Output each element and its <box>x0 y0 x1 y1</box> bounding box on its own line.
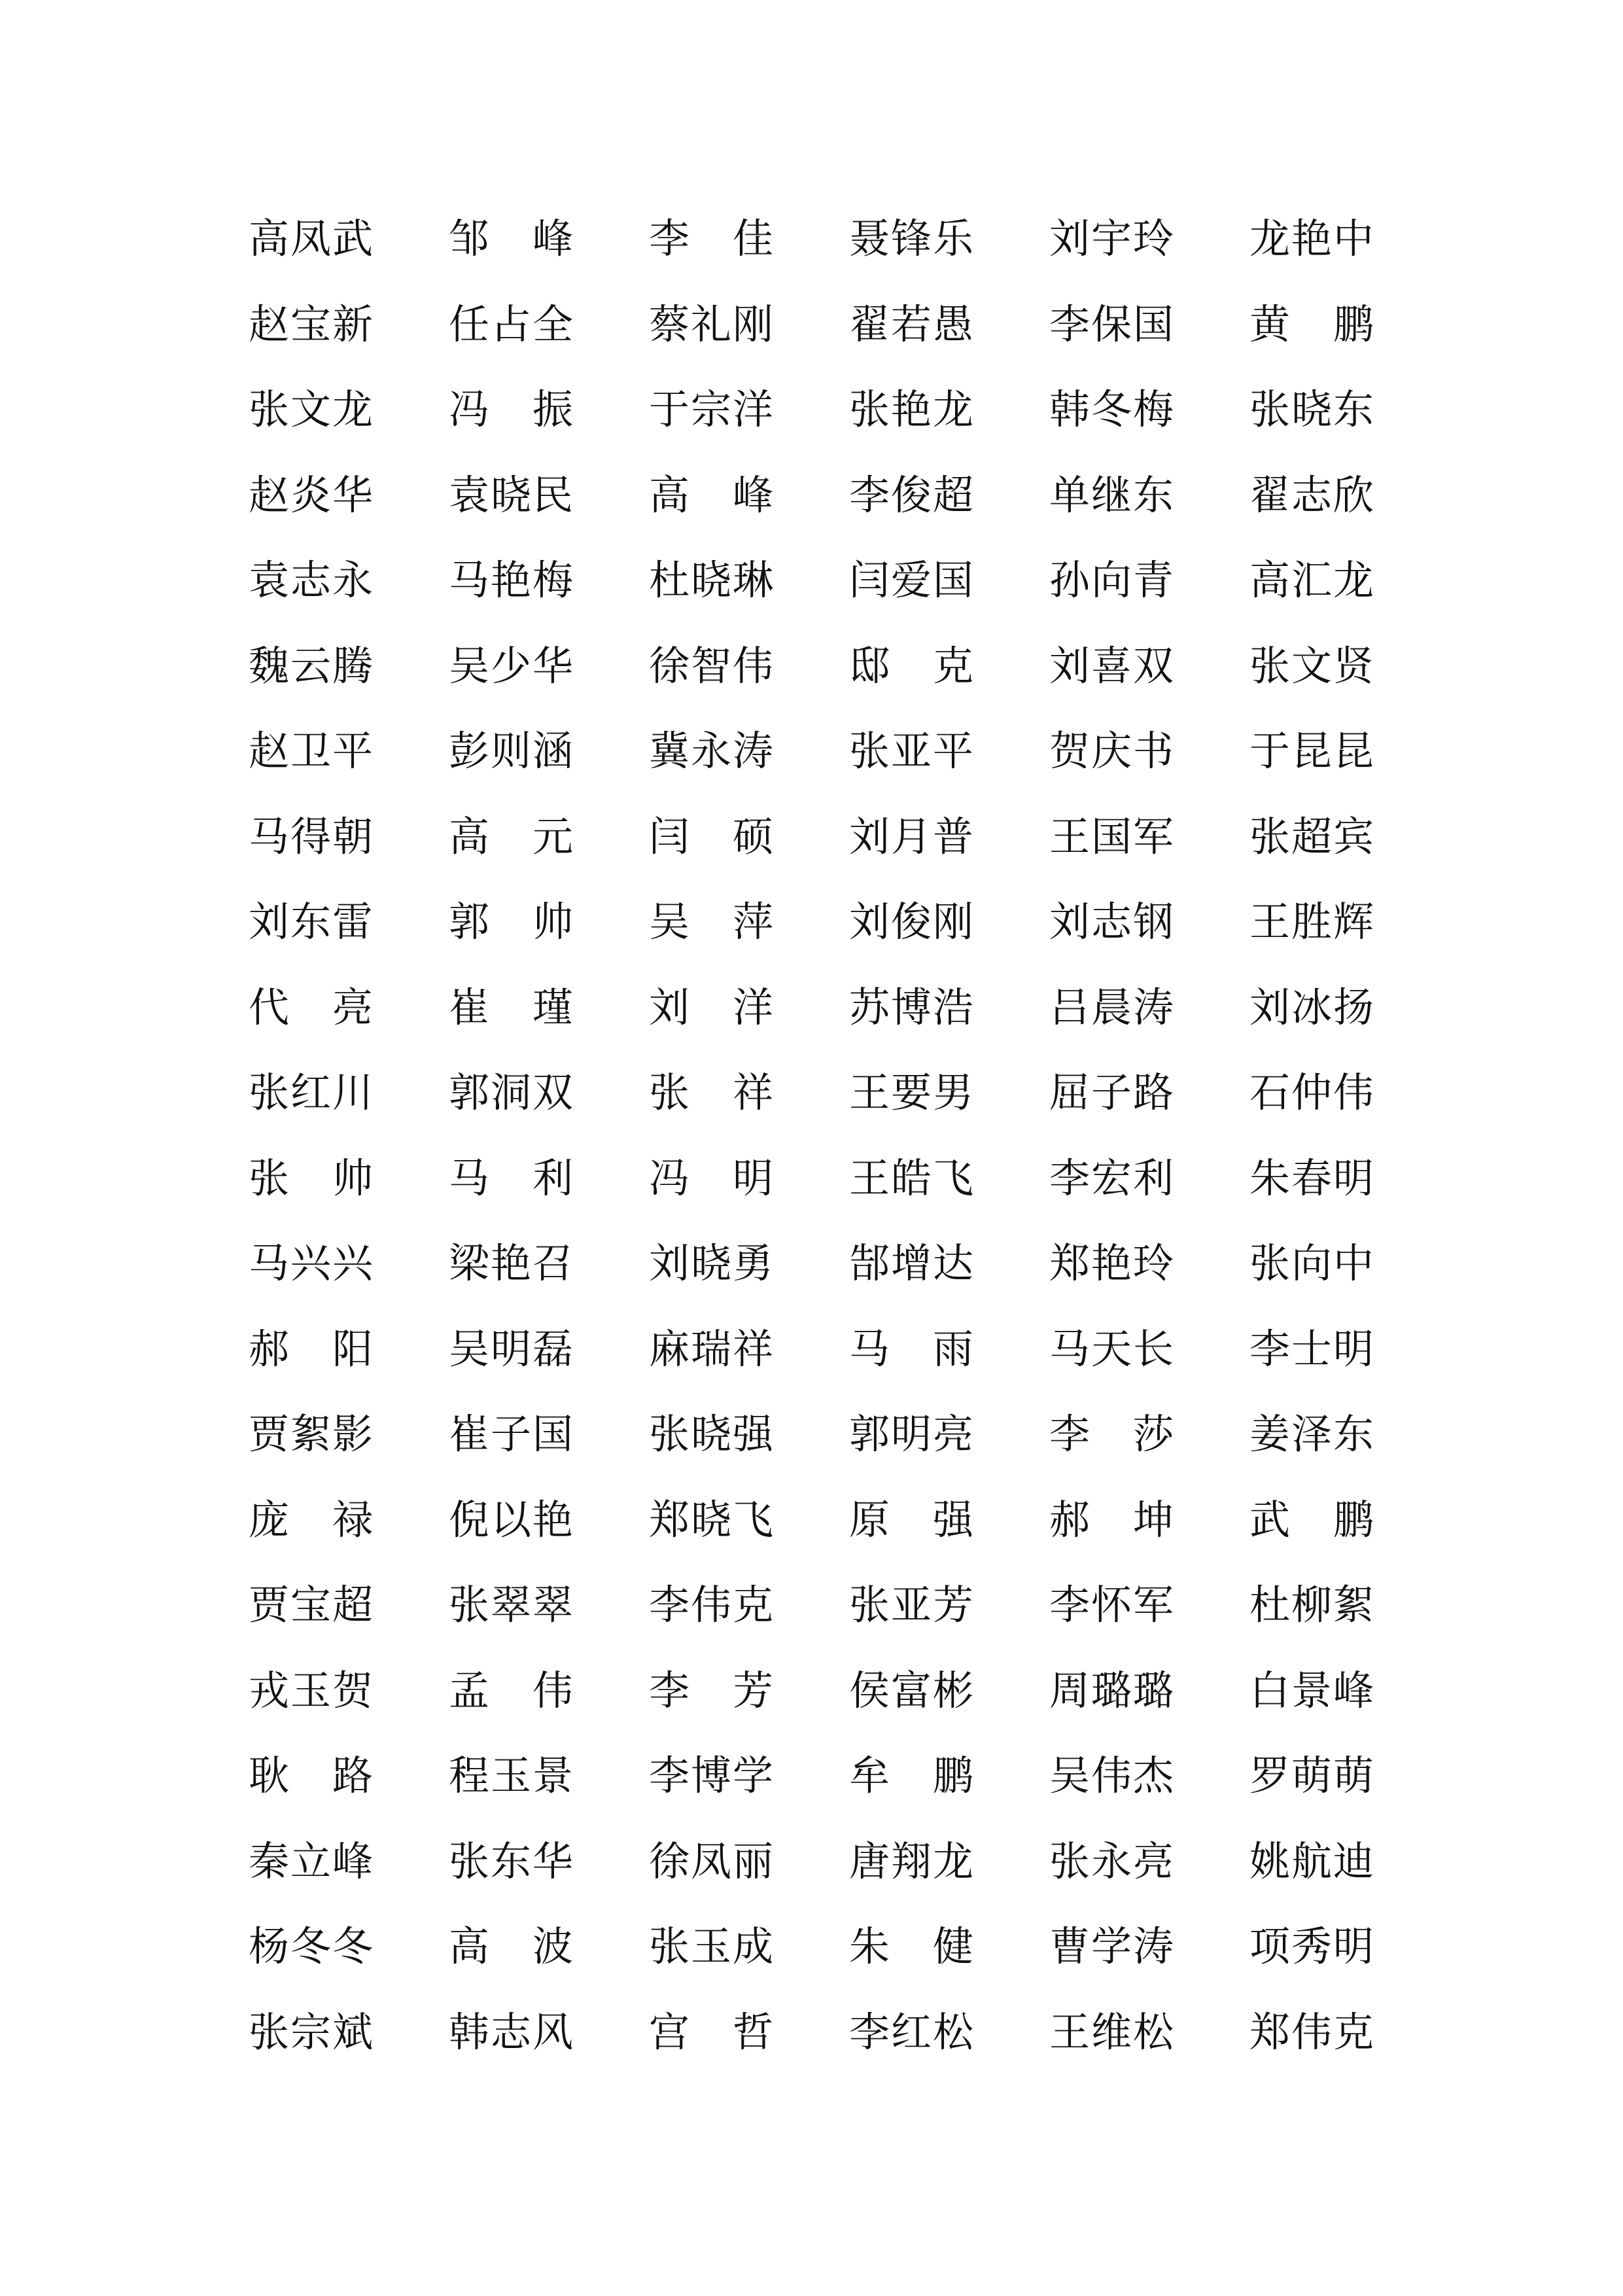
name-cell <box>449 1392 649 1477</box>
name-cell <box>1049 1392 1249 1477</box>
person-name: 刘 晓 勇 <box>649 1239 773 1288</box>
name-cell <box>849 1477 1049 1563</box>
person-name: 王 维 松 <box>1049 2007 1174 2056</box>
name-cell <box>849 1819 1049 1905</box>
name-row <box>249 453 1387 539</box>
name-cell <box>249 1307 449 1392</box>
name-cell <box>849 538 1049 624</box>
person-name: 张 晓 东 <box>1249 385 1374 434</box>
person-name: 韩 冬 梅 <box>1049 385 1174 434</box>
person-name: 邹 峰 <box>449 215 573 263</box>
person-name: 徐 凤 丽 <box>649 1837 773 1885</box>
name-cell <box>649 709 849 794</box>
person-name: 张 艳 龙 <box>849 385 973 434</box>
name-cell <box>1249 1050 1380 1136</box>
name-cell <box>249 1990 449 2075</box>
person-name: 刘 冰 扬 <box>1249 983 1374 1031</box>
name-cell <box>249 1392 449 1477</box>
name-row <box>249 1563 1387 1648</box>
name-cell <box>249 1563 449 1648</box>
name-row <box>249 794 1387 880</box>
name-cell <box>849 196 1049 282</box>
name-cell <box>1049 1050 1249 1136</box>
name-cell <box>249 879 449 965</box>
name-cell <box>249 1136 449 1222</box>
name-cell <box>1249 709 1380 794</box>
name-cell <box>1049 1307 1249 1392</box>
person-name: 赵 宝 新 <box>249 300 373 348</box>
name-row <box>249 1307 1387 1392</box>
person-name: 魏 云 腾 <box>249 641 373 690</box>
person-name: 宫 哲 <box>649 2007 773 2056</box>
name-cell <box>649 1136 849 1222</box>
person-name: 赵 炎 华 <box>249 470 373 519</box>
person-name: 赵 卫 平 <box>249 727 373 775</box>
name-cell <box>649 1221 849 1307</box>
name-row <box>249 196 1387 282</box>
name-cell <box>1249 196 1380 282</box>
name-cell <box>849 1136 1049 1222</box>
name-row <box>249 1050 1387 1136</box>
person-name: 郑 伟 克 <box>1249 2007 1374 2056</box>
name-row <box>249 1733 1387 1819</box>
name-cell <box>649 538 849 624</box>
person-name: 李 怀 军 <box>1049 1581 1174 1629</box>
person-name: 李 俊 超 <box>849 470 973 519</box>
name-cell <box>449 794 649 880</box>
person-name: 李 保 国 <box>1049 300 1174 348</box>
name-cell <box>1249 1990 1380 2075</box>
person-name: 贺 庆 书 <box>1049 727 1174 775</box>
name-cell <box>849 1990 1049 2075</box>
person-name: 武 鹏 <box>1249 1495 1374 1544</box>
name-cell <box>849 1392 1049 1477</box>
person-name: 翟 若 愚 <box>849 300 973 348</box>
name-cell <box>649 1648 849 1734</box>
person-name: 崔 瑾 <box>449 983 573 1031</box>
person-name: 朱 春 明 <box>1249 1154 1374 1202</box>
person-name: 刘 志 钢 <box>1049 898 1174 946</box>
person-name: 张 祥 <box>649 1069 773 1117</box>
name-cell <box>449 538 649 624</box>
name-cell <box>1049 624 1249 709</box>
name-row <box>249 1990 1387 2075</box>
name-cell <box>449 196 649 282</box>
name-row <box>249 879 1387 965</box>
name-cell <box>849 965 1049 1051</box>
person-name: 徐 智 伟 <box>649 641 773 690</box>
name-cell <box>1249 879 1380 965</box>
name-row <box>249 624 1387 709</box>
name-cell <box>1249 1733 1380 1819</box>
person-name: 崔 子 国 <box>449 1410 573 1458</box>
name-cell <box>1049 1904 1249 1990</box>
person-name: 刘 洋 <box>649 983 773 1031</box>
person-name: 王 皓 飞 <box>849 1154 973 1202</box>
person-name: 曹 学 涛 <box>1049 1922 1174 1971</box>
name-cell <box>649 367 849 453</box>
name-row <box>249 1904 1387 1990</box>
person-name: 刘 俊 刚 <box>849 898 973 946</box>
person-name: 张 晓 强 <box>649 1410 773 1458</box>
name-cell <box>849 367 1049 453</box>
name-cell <box>449 1733 649 1819</box>
person-name: 袁 志 永 <box>249 556 373 605</box>
name-cell <box>649 1307 849 1392</box>
name-cell <box>1049 879 1249 965</box>
name-cell <box>1249 1563 1380 1648</box>
person-name: 吴 伟 杰 <box>1049 1752 1174 1800</box>
person-name: 于 昆 昆 <box>1249 727 1374 775</box>
person-name: 唐 翔 龙 <box>849 1837 973 1885</box>
person-name: 张 玉 成 <box>649 1922 773 1971</box>
name-cell <box>449 1990 649 2075</box>
name-cell <box>1049 1819 1249 1905</box>
person-name: 郝 坤 <box>1049 1495 1174 1544</box>
person-name: 高 汇 龙 <box>1249 556 1374 605</box>
person-name: 龙 艳 中 <box>1249 215 1374 263</box>
name-cell <box>1049 794 1249 880</box>
person-name: 杜 柳 絮 <box>1249 1581 1374 1629</box>
name-cell <box>649 1392 849 1477</box>
person-name: 马 雨 <box>849 1324 973 1373</box>
name-cell <box>849 1904 1049 1990</box>
person-name: 杜 晓 琳 <box>649 556 773 605</box>
name-cell <box>449 1819 649 1905</box>
name-row <box>249 367 1387 453</box>
name-row <box>249 709 1387 794</box>
person-name: 倪 以 艳 <box>449 1495 573 1544</box>
name-cell <box>1049 709 1249 794</box>
name-cell <box>1249 1904 1380 1990</box>
name-cell <box>849 1307 1049 1392</box>
name-cell <box>1049 1648 1249 1734</box>
person-name: 苏 博 浩 <box>849 983 973 1031</box>
person-name: 吴 萍 <box>649 898 773 946</box>
person-name: 程 玉 景 <box>449 1752 573 1800</box>
name-cell <box>1049 1563 1249 1648</box>
name-cell <box>849 794 1049 880</box>
person-name: 马 艳 梅 <box>449 556 573 605</box>
person-name: 张 超 宾 <box>1249 812 1374 860</box>
name-row <box>249 538 1387 624</box>
name-cell <box>449 1221 649 1307</box>
name-cell <box>449 709 649 794</box>
person-name: 姚 航 迪 <box>1249 1837 1374 1885</box>
name-cell <box>449 1050 649 1136</box>
person-name: 李 博 学 <box>649 1752 773 1800</box>
name-cell <box>649 1819 849 1905</box>
name-cell <box>1049 1221 1249 1307</box>
name-cell <box>249 367 449 453</box>
person-name: 张 翠 翠 <box>449 1581 573 1629</box>
person-name: 张 亚 平 <box>849 727 973 775</box>
name-cell <box>249 1904 449 1990</box>
name-cell <box>1049 1136 1249 1222</box>
name-cell <box>1249 1477 1380 1563</box>
person-name: 罗 萌 萌 <box>1249 1752 1374 1800</box>
person-name: 马 利 <box>449 1154 573 1202</box>
person-name: 张 宗 斌 <box>249 2007 373 2056</box>
person-name: 彭 则 涵 <box>449 727 573 775</box>
person-name: 姜 泽 东 <box>1249 1410 1374 1458</box>
name-cell <box>1049 1990 1249 2075</box>
person-name: 吴 明 磊 <box>449 1324 573 1373</box>
person-name: 代 亮 <box>249 983 373 1031</box>
name-cell <box>1049 1477 1249 1563</box>
person-name: 张 向 中 <box>1249 1239 1374 1288</box>
name-cell <box>1049 965 1249 1051</box>
person-name: 贾 絮 影 <box>249 1410 373 1458</box>
person-name: 刘 喜 双 <box>1049 641 1174 690</box>
name-cell <box>449 1648 649 1734</box>
person-name: 李 莎 <box>1049 1410 1174 1458</box>
name-cell <box>849 624 1049 709</box>
person-name: 牟 鹏 <box>849 1752 973 1800</box>
name-row <box>249 1136 1387 1222</box>
person-name: 李 红 松 <box>849 2007 973 2056</box>
name-list <box>249 196 1387 2075</box>
name-cell <box>1249 1392 1380 1477</box>
person-name: 翟 志 欣 <box>1249 470 1374 519</box>
person-name: 郑 艳 玲 <box>1049 1239 1174 1288</box>
name-cell <box>249 1477 449 1563</box>
name-cell <box>1249 965 1380 1051</box>
person-name: 马 兴 兴 <box>249 1239 373 1288</box>
name-row <box>249 282 1387 368</box>
name-cell <box>1249 794 1380 880</box>
person-name: 高 凤 武 <box>249 215 373 263</box>
name-cell <box>449 453 649 539</box>
name-cell <box>1049 538 1249 624</box>
person-name: 梁 艳 召 <box>449 1239 573 1288</box>
name-row <box>249 1477 1387 1563</box>
name-cell <box>1049 1733 1249 1819</box>
name-cell <box>1049 367 1249 453</box>
name-cell <box>449 367 649 453</box>
name-row <box>249 1392 1387 1477</box>
person-name: 李 士 明 <box>1249 1324 1374 1373</box>
name-cell <box>649 965 849 1051</box>
person-name: 张 红 川 <box>249 1069 373 1117</box>
person-name: 郭 帅 <box>449 898 573 946</box>
person-name: 侯 富 彬 <box>849 1666 973 1714</box>
person-name: 贾 宝 超 <box>249 1581 373 1629</box>
name-cell <box>649 282 849 368</box>
name-cell <box>1249 624 1380 709</box>
person-name: 任 占 全 <box>449 300 573 348</box>
name-cell <box>1249 1819 1380 1905</box>
person-name: 孟 伟 <box>449 1666 573 1714</box>
name-cell <box>1049 282 1249 368</box>
name-cell <box>249 1733 449 1819</box>
person-name: 张 文 龙 <box>249 385 373 434</box>
person-name: 李 伟 克 <box>649 1581 773 1629</box>
name-cell <box>449 624 649 709</box>
person-name: 马 得 朝 <box>249 812 373 860</box>
person-name: 张 帅 <box>249 1154 373 1202</box>
name-cell <box>1249 1221 1380 1307</box>
name-cell <box>249 709 449 794</box>
name-row <box>249 1648 1387 1734</box>
name-cell <box>849 1733 1049 1819</box>
person-name: 冯 明 <box>649 1154 773 1202</box>
name-cell <box>649 794 849 880</box>
name-cell <box>1249 1136 1380 1222</box>
person-name: 郭 洞 双 <box>449 1069 573 1117</box>
person-name: 庞 禄 <box>249 1495 373 1544</box>
person-name: 郜 增 达 <box>849 1239 973 1288</box>
name-cell <box>1249 1307 1380 1392</box>
name-cell <box>649 879 849 965</box>
name-cell <box>1049 196 1249 282</box>
person-name: 白 景 峰 <box>1249 1666 1374 1714</box>
name-cell <box>649 624 849 709</box>
name-cell <box>849 1221 1049 1307</box>
name-cell <box>1249 538 1380 624</box>
person-name: 王 胜 辉 <box>1249 898 1374 946</box>
person-name: 邸 克 <box>849 641 973 690</box>
person-name: 刘 东 雷 <box>249 898 373 946</box>
name-cell <box>1249 1648 1380 1734</box>
name-cell <box>849 879 1049 965</box>
name-cell <box>249 453 449 539</box>
person-name: 原 强 <box>849 1495 973 1544</box>
name-cell <box>249 282 449 368</box>
name-cell <box>849 1050 1049 1136</box>
name-cell <box>449 1904 649 1990</box>
person-name: 马 天 长 <box>1049 1324 1174 1373</box>
name-cell <box>849 1563 1049 1648</box>
name-cell <box>449 1477 649 1563</box>
person-name: 冀 永 涛 <box>649 727 773 775</box>
person-name: 高 元 <box>449 812 573 860</box>
name-cell <box>1249 367 1380 453</box>
name-cell <box>649 1477 849 1563</box>
name-cell <box>249 624 449 709</box>
name-cell <box>449 1563 649 1648</box>
person-name: 王 国 军 <box>1049 812 1174 860</box>
person-name: 杨 冬 冬 <box>249 1922 373 1971</box>
name-cell <box>1249 453 1380 539</box>
person-name: 张 亚 芳 <box>849 1581 973 1629</box>
person-name: 张 文 贤 <box>1249 641 1374 690</box>
name-cell <box>449 965 649 1051</box>
name-cell <box>849 709 1049 794</box>
name-cell <box>849 453 1049 539</box>
name-cell <box>249 1819 449 1905</box>
person-name: 张 东 华 <box>449 1837 573 1885</box>
person-name: 蔡 礼 刚 <box>649 300 773 348</box>
name-cell <box>649 1563 849 1648</box>
person-name: 朱 健 <box>849 1922 973 1971</box>
person-name: 王 要 男 <box>849 1069 973 1117</box>
person-name: 孙 向 青 <box>1049 556 1174 605</box>
person-name: 郝 阳 <box>249 1324 373 1373</box>
name-cell <box>649 1733 849 1819</box>
name-row <box>249 965 1387 1051</box>
person-name: 黄 鹏 <box>1249 300 1374 348</box>
name-cell <box>449 879 649 965</box>
name-cell <box>1249 282 1380 368</box>
name-cell <box>449 1136 649 1222</box>
person-name: 吴 少 华 <box>449 641 573 690</box>
name-cell <box>449 1307 649 1392</box>
name-cell <box>649 1050 849 1136</box>
person-name: 李 宏 利 <box>1049 1154 1174 1202</box>
name-cell <box>649 1904 849 1990</box>
person-name: 刘 宇 玲 <box>1049 215 1174 263</box>
name-cell <box>249 794 449 880</box>
name-cell <box>249 1648 449 1734</box>
person-name: 冯 振 <box>449 385 573 434</box>
person-name: 袁 晓 民 <box>449 470 573 519</box>
person-name: 单 继 东 <box>1049 470 1174 519</box>
name-row <box>249 1221 1387 1307</box>
name-cell <box>649 1990 849 2075</box>
name-cell <box>249 1050 449 1136</box>
name-cell <box>249 196 449 282</box>
person-name: 郭 明 亮 <box>849 1410 973 1458</box>
person-name: 闫 硕 <box>649 812 773 860</box>
name-cell <box>249 538 449 624</box>
person-name: 韩 志 风 <box>449 2007 573 2056</box>
person-name: 闫 爱 国 <box>849 556 973 605</box>
person-name: 张 永 亮 <box>1049 1837 1174 1885</box>
name-cell <box>649 196 849 282</box>
person-name: 李 佳 <box>649 215 773 263</box>
name-cell <box>249 965 449 1051</box>
name-cell <box>449 282 649 368</box>
person-name: 高 波 <box>449 1922 573 1971</box>
person-name: 项 秀 明 <box>1249 1922 1374 1971</box>
person-name: 高 峰 <box>649 470 773 519</box>
person-name: 刘 月 普 <box>849 812 973 860</box>
person-name: 戎 玉 贺 <box>249 1666 373 1714</box>
name-cell <box>649 453 849 539</box>
person-name: 周 璐 璐 <box>1049 1666 1174 1714</box>
person-name: 秦 立 峰 <box>249 1837 373 1885</box>
name-cell <box>849 282 1049 368</box>
person-name: 麻 瑞 祥 <box>649 1324 773 1373</box>
name-cell <box>849 1648 1049 1734</box>
person-name: 耿 路 <box>249 1752 373 1800</box>
name-cell <box>249 1221 449 1307</box>
person-name: 屈 子 路 <box>1049 1069 1174 1117</box>
person-name: 石 仲 伟 <box>1249 1069 1374 1117</box>
person-name: 聂 锋 乐 <box>849 215 973 263</box>
person-name: 李 芳 <box>649 1666 773 1714</box>
name-row <box>249 1819 1387 1905</box>
person-name: 吕 晨 涛 <box>1049 983 1174 1031</box>
name-cell <box>1049 453 1249 539</box>
person-name: 郑 晓 飞 <box>649 1495 773 1544</box>
person-name: 于 宗 洋 <box>649 385 773 434</box>
